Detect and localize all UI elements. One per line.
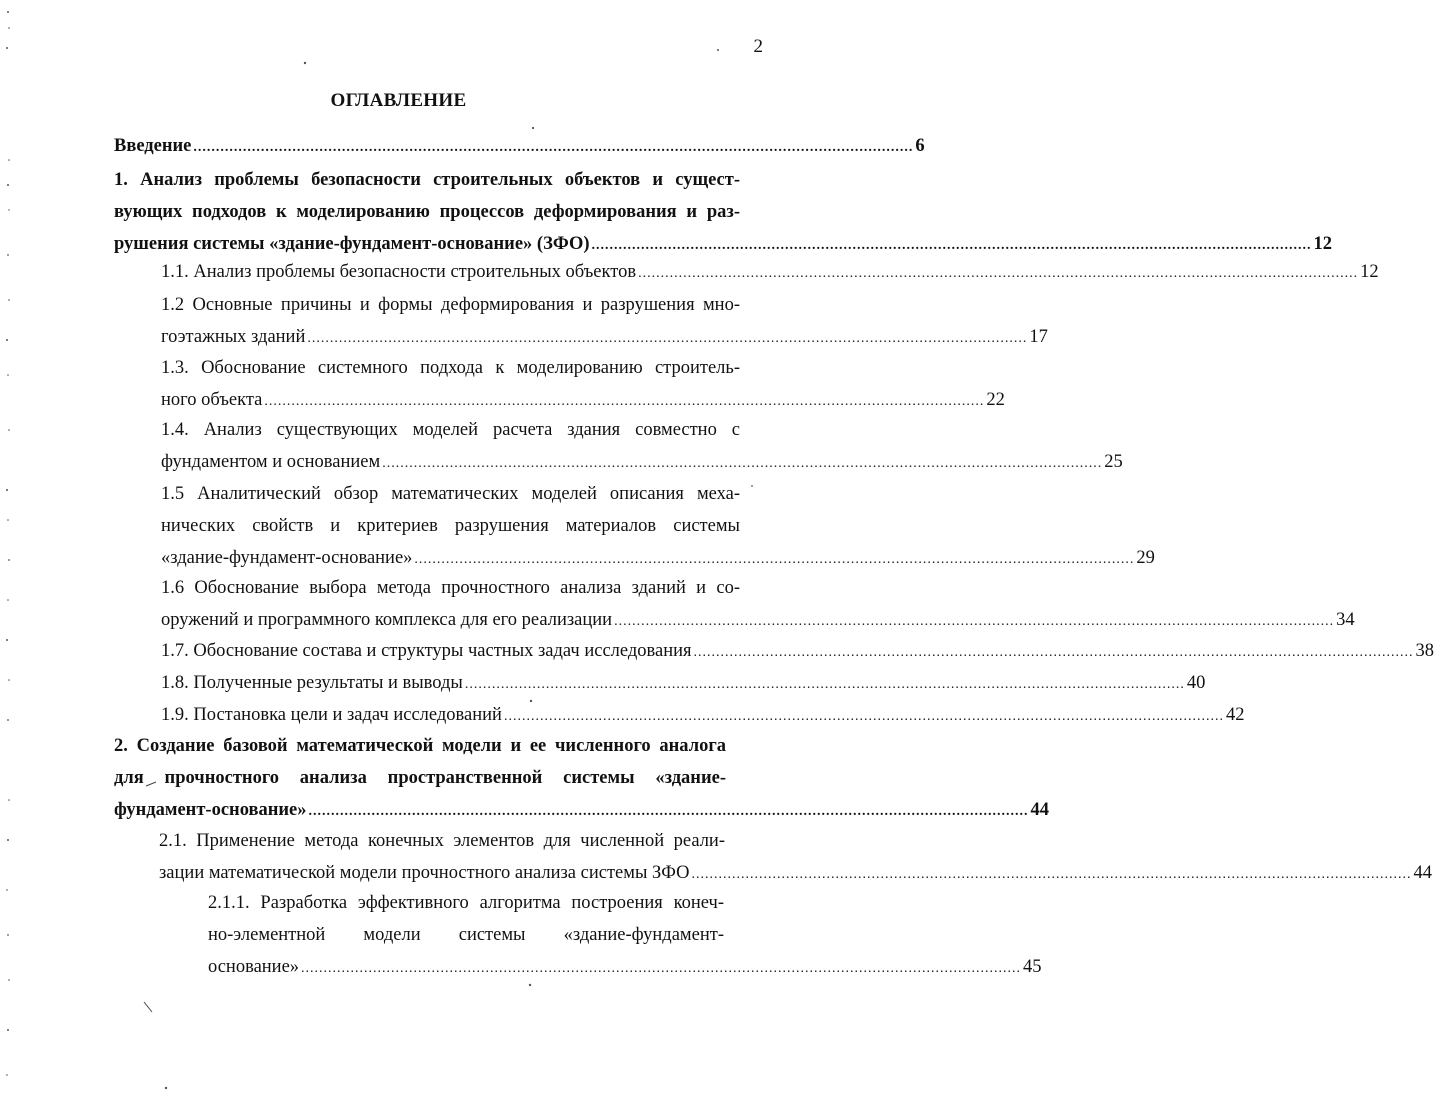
toc-entry-section-1-2 <box>161 289 1048 353</box>
toc-entry-text: 1.1. Анализ проблемы безопасности строительных объектов <box>161 262 637 282</box>
toc-entry-section-1-5 <box>161 478 1155 574</box>
page-number: 2 <box>753 36 763 57</box>
toc-entry-text: вующих подходов к моделированию процессов деформирования и раз- <box>114 202 740 222</box>
dot-leader: ................................................................................................................................................................ <box>382 456 1103 471</box>
toc-entry-subsection-2-1-1 <box>208 887 1042 983</box>
toc-entry-text: 1.5 Аналитический обзор математических моделей описания меха- <box>161 484 740 504</box>
toc-page-number: 44 <box>1413 863 1432 883</box>
toc-entry-text: для прочностного анализа пространственной системы «здание- <box>114 768 726 788</box>
toc-entry-text: гоэтажных зданий <box>161 327 306 347</box>
toc-entry-text: рушения системы «здание-фундамент-основание» (ЗФО) <box>114 234 590 254</box>
toc-entry-text: 1.8. Полученные результаты и выводы <box>161 673 463 693</box>
toc-entry-text: ного объекта <box>161 390 263 410</box>
toc-entry-section-1-8 <box>161 667 1206 699</box>
toc-entry-text: но-элементной модели системы «здание-фундамент- <box>208 925 724 945</box>
dot-leader: ................................................................................................................................................................ <box>193 140 914 155</box>
toc-entry-text: 1.9. Постановка цели и задач исследований <box>161 705 502 725</box>
toc-entry-text: 1.2 Основные причины и формы деформирования и разрушения мно- <box>161 295 740 315</box>
toc-page-number: 45 <box>1023 957 1042 977</box>
toc-entry-text: 1.6 Обоснование выбора метода прочностного анализа зданий и со- <box>161 578 740 598</box>
toc-page-number: 44 <box>1030 800 1050 820</box>
toc-entry-chapter-1 <box>114 164 1332 260</box>
dot-leader: ................................................................................................................................................................ <box>691 867 1412 882</box>
toc-entry-section-1-3 <box>161 352 1005 416</box>
toc-entry-introduction <box>114 130 925 162</box>
toc-entry-section-1-7 <box>161 635 1434 667</box>
dot-leader: ................................................................................................................................................................ <box>503 709 1224 724</box>
toc-page-number: 40 <box>1186 673 1206 693</box>
toc-entry-text: нических свойств и критериев разрушения материалов системы <box>161 516 740 536</box>
toc-entry-text: 2.1. Применение метода конечных элементов для численной реали- <box>159 831 725 851</box>
dot-leader: ................................................................................................................................................................ <box>693 645 1414 660</box>
toc-page-number: 6 <box>915 136 925 156</box>
toc-entry-chapter-2 <box>114 730 1050 826</box>
toc-entry-section-1-9 <box>161 699 1245 731</box>
toc-entry-text: «здание-фундамент-основание» <box>161 548 413 568</box>
toc-entry-text: 1. Анализ проблемы безопасности строительных объектов и сущест- <box>114 170 740 190</box>
toc-entry-text: 2. Создание базовой математической модели и ее численного аналога <box>114 736 726 756</box>
toc-page-number: 29 <box>1136 548 1155 568</box>
dot-leader: ................................................................................................................................................................ <box>591 238 1312 253</box>
dot-leader: ................................................................................................................................................................ <box>414 552 1135 567</box>
toc-entry-text: фундаментом и основанием <box>161 452 381 472</box>
toc-entry-text: основание» <box>208 957 300 977</box>
toc-entry-text: 1.3. Обоснование системного подхода к моделированию строитель- <box>161 358 740 378</box>
toc-page-number: 12 <box>1313 234 1332 254</box>
toc-entry-section-2-1 <box>159 825 1432 889</box>
toc-page-number: 38 <box>1415 641 1434 661</box>
toc-page-number: 42 <box>1225 705 1245 725</box>
dot-leader: ................................................................................................................................................................ <box>308 804 1029 819</box>
toc-entry-text: фундамент-основание» <box>114 800 307 820</box>
dot-leader: ................................................................................................................................................................ <box>464 677 1185 692</box>
toc-entry-text: зации математической модели прочностного анализа системы ЗФО <box>159 863 690 883</box>
toc-page-number: 22 <box>986 390 1005 410</box>
dot-leader: ................................................................................................................................................................ <box>614 614 1335 629</box>
toc-page-number: 34 <box>1336 610 1355 630</box>
toc-entry-section-1-6 <box>161 572 1355 636</box>
toc-entry-section-1-1 <box>161 256 1379 288</box>
toc-page-number: 12 <box>1360 262 1379 282</box>
dot-leader: ................................................................................................................................................................ <box>638 266 1359 281</box>
toc-entry-text: 2.1.1. Разработка эффективного алгоритма построения конеч- <box>208 893 724 913</box>
toc-entry-text: 1.7. Обоснование состава и структуры частных задач исследования <box>161 641 692 661</box>
toc-page-number: 25 <box>1104 452 1123 472</box>
toc-entry-text: Введение <box>114 136 192 156</box>
toc-entry-text: оружений и программного комплекса для его реализации <box>161 610 613 630</box>
dot-leader: ................................................................................................................................................................ <box>264 394 985 409</box>
toc-page-number: 17 <box>1029 327 1048 347</box>
dot-leader: ................................................................................................................................................................ <box>301 961 1022 976</box>
toc-title: ОГЛАВЛЕНИЕ <box>330 90 467 111</box>
dot-leader: ................................................................................................................................................................ <box>307 331 1028 346</box>
toc-entry-section-1-4 <box>161 414 1123 478</box>
toc-entry-text: 1.4. Анализ существующих моделей расчета здания совместно с <box>161 420 740 440</box>
